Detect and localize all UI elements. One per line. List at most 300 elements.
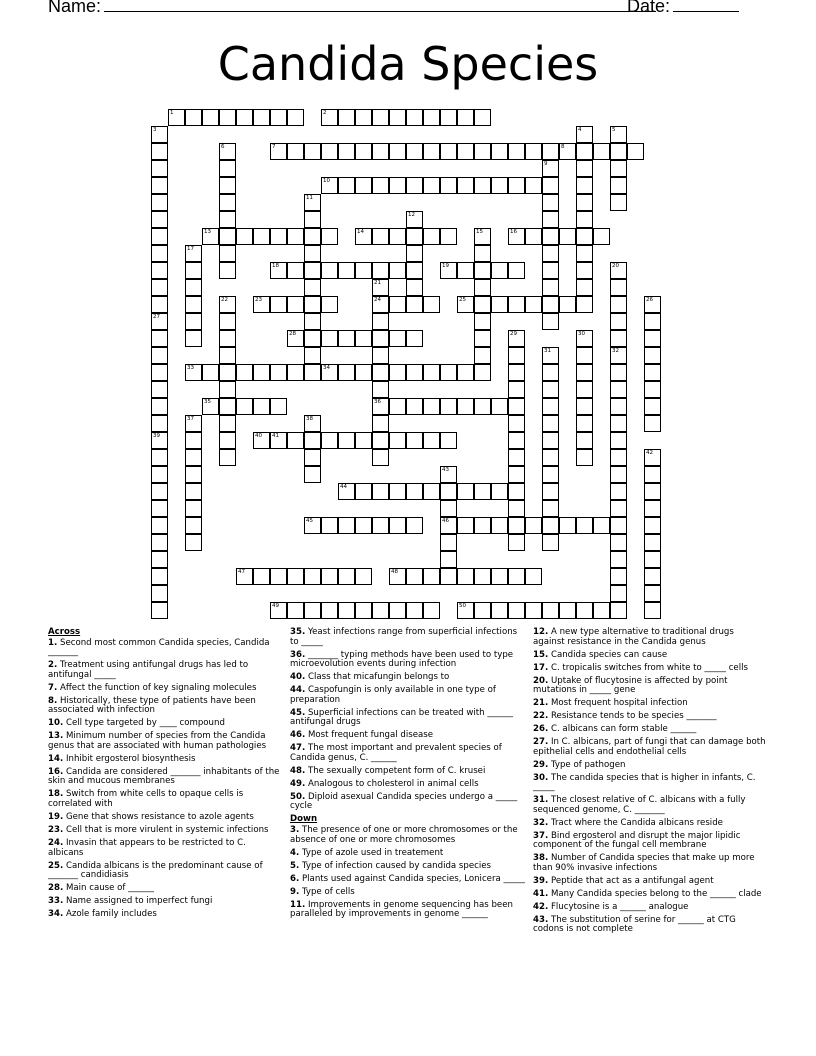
grid-cell[interactable]: [270, 398, 287, 415]
grid-cell[interactable]: [338, 177, 355, 194]
grid-cell[interactable]: [236, 568, 253, 585]
grid-cell[interactable]: [542, 602, 559, 619]
grid-cell[interactable]: [219, 296, 236, 313]
grid-cell[interactable]: [219, 330, 236, 347]
grid-cell[interactable]: [508, 143, 525, 160]
grid-cell[interactable]: [508, 500, 525, 517]
grid-cell[interactable]: [185, 245, 202, 262]
grid-cell[interactable]: [372, 347, 389, 364]
grid-cell[interactable]: [406, 398, 423, 415]
grid-cell[interactable]: [644, 602, 661, 619]
grid-cell[interactable]: [321, 109, 338, 126]
grid-cell[interactable]: [304, 602, 321, 619]
grid-cell[interactable]: [406, 262, 423, 279]
grid-cell[interactable]: [406, 517, 423, 534]
grid-cell[interactable]: [610, 466, 627, 483]
grid-cell[interactable]: [542, 262, 559, 279]
grid-cell[interactable]: [151, 449, 168, 466]
grid-cell[interactable]: [406, 602, 423, 619]
grid-cell[interactable]: [457, 143, 474, 160]
grid-cell[interactable]: [508, 364, 525, 381]
grid-cell[interactable]: [406, 245, 423, 262]
grid-cell[interactable]: [372, 228, 389, 245]
grid-cell[interactable]: [610, 483, 627, 500]
grid-cell[interactable]: [185, 330, 202, 347]
grid-cell[interactable]: [440, 109, 457, 126]
grid-cell[interactable]: [389, 517, 406, 534]
grid-cell[interactable]: [151, 585, 168, 602]
grid-cell[interactable]: [610, 398, 627, 415]
grid-cell[interactable]: [151, 160, 168, 177]
grid-cell[interactable]: [287, 330, 304, 347]
grid-cell[interactable]: [423, 398, 440, 415]
grid-cell[interactable]: [610, 449, 627, 466]
grid-cell[interactable]: [372, 296, 389, 313]
grid-cell[interactable]: [542, 160, 559, 177]
grid-cell[interactable]: [440, 568, 457, 585]
grid-cell[interactable]: [610, 279, 627, 296]
grid-cell[interactable]: [151, 262, 168, 279]
grid-cell[interactable]: [253, 228, 270, 245]
grid-cell[interactable]: [474, 347, 491, 364]
grid-cell[interactable]: [542, 194, 559, 211]
grid-cell[interactable]: [219, 211, 236, 228]
grid-cell[interactable]: [185, 449, 202, 466]
grid-cell[interactable]: [151, 534, 168, 551]
grid-cell[interactable]: [406, 432, 423, 449]
grid-cell[interactable]: [576, 126, 593, 143]
grid-cell[interactable]: [168, 109, 185, 126]
grid-cell[interactable]: [576, 245, 593, 262]
grid-cell[interactable]: [151, 364, 168, 381]
grid-cell[interactable]: [219, 262, 236, 279]
grid-cell[interactable]: [151, 466, 168, 483]
grid-cell[interactable]: [610, 432, 627, 449]
grid-cell[interactable]: [219, 143, 236, 160]
grid-cell[interactable]: [508, 228, 525, 245]
grid-cell[interactable]: [491, 568, 508, 585]
grid-cell[interactable]: [593, 517, 610, 534]
grid-cell[interactable]: [559, 296, 576, 313]
grid-cell[interactable]: [644, 415, 661, 432]
grid-cell[interactable]: [644, 449, 661, 466]
grid-cell[interactable]: [542, 143, 559, 160]
grid-cell[interactable]: [474, 245, 491, 262]
grid-cell[interactable]: [542, 466, 559, 483]
grid-cell[interactable]: [406, 568, 423, 585]
grid-cell[interactable]: [474, 517, 491, 534]
grid-cell[interactable]: [321, 262, 338, 279]
grid-cell[interactable]: [644, 364, 661, 381]
grid-cell[interactable]: [440, 517, 457, 534]
grid-cell[interactable]: [474, 602, 491, 619]
grid-cell[interactable]: [644, 517, 661, 534]
grid-cell[interactable]: [423, 364, 440, 381]
grid-cell[interactable]: [525, 517, 542, 534]
grid-cell[interactable]: [457, 109, 474, 126]
grid-cell[interactable]: [185, 466, 202, 483]
grid-cell[interactable]: [372, 449, 389, 466]
grid-cell[interactable]: [151, 398, 168, 415]
grid-cell[interactable]: [440, 398, 457, 415]
grid-cell[interactable]: [389, 177, 406, 194]
grid-cell[interactable]: [304, 466, 321, 483]
grid-cell[interactable]: [338, 602, 355, 619]
grid-cell[interactable]: [151, 551, 168, 568]
grid-cell[interactable]: [219, 449, 236, 466]
grid-cell[interactable]: [372, 143, 389, 160]
grid-cell[interactable]: [542, 415, 559, 432]
grid-cell[interactable]: [151, 432, 168, 449]
grid-cell[interactable]: [610, 347, 627, 364]
grid-cell[interactable]: [372, 432, 389, 449]
grid-cell[interactable]: [219, 160, 236, 177]
grid-cell[interactable]: [321, 517, 338, 534]
grid-cell[interactable]: [304, 211, 321, 228]
grid-cell[interactable]: [474, 364, 491, 381]
grid-cell[interactable]: [151, 415, 168, 432]
grid-cell[interactable]: [491, 262, 508, 279]
grid-cell[interactable]: [440, 262, 457, 279]
grid-cell[interactable]: [372, 415, 389, 432]
grid-cell[interactable]: [542, 449, 559, 466]
grid-cell[interactable]: [151, 211, 168, 228]
grid-cell[interactable]: [321, 602, 338, 619]
grid-cell[interactable]: [610, 381, 627, 398]
grid-cell[interactable]: [576, 160, 593, 177]
grid-cell[interactable]: [338, 262, 355, 279]
grid-cell[interactable]: [321, 364, 338, 381]
grid-cell[interactable]: [151, 602, 168, 619]
grid-cell[interactable]: [389, 483, 406, 500]
grid-cell[interactable]: [304, 364, 321, 381]
grid-cell[interactable]: [423, 483, 440, 500]
grid-cell[interactable]: [576, 364, 593, 381]
grid-cell[interactable]: [542, 483, 559, 500]
grid-cell[interactable]: [644, 551, 661, 568]
grid-cell[interactable]: [389, 330, 406, 347]
grid-cell[interactable]: [355, 602, 372, 619]
grid-cell[interactable]: [355, 109, 372, 126]
grid-cell[interactable]: [304, 517, 321, 534]
grid-cell[interactable]: [491, 517, 508, 534]
grid-cell[interactable]: [321, 568, 338, 585]
grid-cell[interactable]: [270, 296, 287, 313]
grid-cell[interactable]: [644, 466, 661, 483]
grid-cell[interactable]: [508, 296, 525, 313]
grid-cell[interactable]: [406, 143, 423, 160]
grid-cell[interactable]: [525, 228, 542, 245]
grid-cell[interactable]: [338, 109, 355, 126]
grid-cell[interactable]: [576, 177, 593, 194]
grid-cell[interactable]: [542, 534, 559, 551]
grid-cell[interactable]: [593, 143, 610, 160]
grid-cell[interactable]: [474, 109, 491, 126]
grid-cell[interactable]: [610, 364, 627, 381]
grid-cell[interactable]: [355, 432, 372, 449]
grid-cell[interactable]: [355, 364, 372, 381]
grid-cell[interactable]: [372, 330, 389, 347]
grid-cell[interactable]: [457, 398, 474, 415]
grid-cell[interactable]: [508, 398, 525, 415]
grid-cell[interactable]: [406, 211, 423, 228]
grid-cell[interactable]: [644, 347, 661, 364]
grid-cell[interactable]: [219, 432, 236, 449]
grid-cell[interactable]: [185, 279, 202, 296]
grid-cell[interactable]: [491, 483, 508, 500]
grid-cell[interactable]: [321, 432, 338, 449]
grid-cell[interactable]: [627, 143, 644, 160]
grid-cell[interactable]: [338, 483, 355, 500]
grid-cell[interactable]: [593, 602, 610, 619]
grid-cell[interactable]: [610, 194, 627, 211]
grid-cell[interactable]: [542, 296, 559, 313]
grid-cell[interactable]: [576, 449, 593, 466]
grid-cell[interactable]: [457, 364, 474, 381]
grid-cell[interactable]: [508, 415, 525, 432]
grid-cell[interactable]: [219, 177, 236, 194]
grid-cell[interactable]: [355, 517, 372, 534]
grid-cell[interactable]: [372, 364, 389, 381]
grid-cell[interactable]: [270, 432, 287, 449]
grid-cell[interactable]: [338, 364, 355, 381]
grid-cell[interactable]: [304, 296, 321, 313]
grid-cell[interactable]: [219, 194, 236, 211]
grid-cell[interactable]: [576, 296, 593, 313]
grid-cell[interactable]: [644, 568, 661, 585]
grid-cell[interactable]: [185, 534, 202, 551]
grid-cell[interactable]: [389, 228, 406, 245]
grid-cell[interactable]: [610, 143, 627, 160]
grid-cell[interactable]: [151, 313, 168, 330]
grid-cell[interactable]: [406, 279, 423, 296]
grid-cell[interactable]: [423, 177, 440, 194]
grid-cell[interactable]: [372, 313, 389, 330]
grid-cell[interactable]: [287, 296, 304, 313]
grid-cell[interactable]: [457, 517, 474, 534]
grid-cell[interactable]: [610, 262, 627, 279]
grid-cell[interactable]: [185, 415, 202, 432]
grid-cell[interactable]: [474, 296, 491, 313]
grid-cell[interactable]: [304, 313, 321, 330]
grid-cell[interactable]: [576, 211, 593, 228]
grid-cell[interactable]: [321, 228, 338, 245]
grid-cell[interactable]: [508, 517, 525, 534]
grid-cell[interactable]: [576, 381, 593, 398]
grid-cell[interactable]: [270, 568, 287, 585]
grid-cell[interactable]: [576, 432, 593, 449]
grid-cell[interactable]: [508, 177, 525, 194]
date-field[interactable]: [673, 11, 739, 12]
grid-cell[interactable]: [440, 466, 457, 483]
grid-cell[interactable]: [202, 109, 219, 126]
grid-cell[interactable]: [457, 262, 474, 279]
grid-cell[interactable]: [525, 602, 542, 619]
grid-cell[interactable]: [440, 534, 457, 551]
grid-cell[interactable]: [474, 143, 491, 160]
grid-cell[interactable]: [304, 143, 321, 160]
grid-cell[interactable]: [508, 534, 525, 551]
grid-cell[interactable]: [508, 483, 525, 500]
grid-cell[interactable]: [372, 279, 389, 296]
grid-cell[interactable]: [406, 177, 423, 194]
grid-cell[interactable]: [474, 313, 491, 330]
grid-cell[interactable]: [185, 313, 202, 330]
grid-cell[interactable]: [644, 585, 661, 602]
grid-cell[interactable]: [610, 313, 627, 330]
grid-cell[interactable]: [151, 517, 168, 534]
grid-cell[interactable]: [440, 483, 457, 500]
grid-cell[interactable]: [151, 296, 168, 313]
grid-cell[interactable]: [304, 347, 321, 364]
grid-cell[interactable]: [185, 109, 202, 126]
grid-cell[interactable]: [644, 500, 661, 517]
grid-cell[interactable]: [576, 398, 593, 415]
grid-cell[interactable]: [542, 347, 559, 364]
grid-cell[interactable]: [389, 109, 406, 126]
grid-cell[interactable]: [457, 602, 474, 619]
grid-cell[interactable]: [219, 381, 236, 398]
grid-cell[interactable]: [185, 296, 202, 313]
grid-cell[interactable]: [576, 415, 593, 432]
grid-cell[interactable]: [542, 364, 559, 381]
grid-cell[interactable]: [576, 330, 593, 347]
grid-cell[interactable]: [406, 228, 423, 245]
grid-cell[interactable]: [321, 177, 338, 194]
grid-cell[interactable]: [202, 398, 219, 415]
grid-cell[interactable]: [508, 381, 525, 398]
grid-cell[interactable]: [423, 568, 440, 585]
grid-cell[interactable]: [576, 279, 593, 296]
grid-cell[interactable]: [287, 602, 304, 619]
grid-cell[interactable]: [287, 109, 304, 126]
grid-cell[interactable]: [236, 109, 253, 126]
grid-cell[interactable]: [219, 415, 236, 432]
grid-cell[interactable]: [440, 177, 457, 194]
grid-cell[interactable]: [474, 330, 491, 347]
grid-cell[interactable]: [576, 347, 593, 364]
grid-cell[interactable]: [610, 551, 627, 568]
grid-cell[interactable]: [525, 177, 542, 194]
grid-cell[interactable]: [474, 262, 491, 279]
grid-cell[interactable]: [219, 245, 236, 262]
grid-cell[interactable]: [338, 568, 355, 585]
grid-cell[interactable]: [304, 262, 321, 279]
grid-cell[interactable]: [423, 602, 440, 619]
grid-cell[interactable]: [610, 160, 627, 177]
grid-cell[interactable]: [644, 534, 661, 551]
grid-cell[interactable]: [185, 262, 202, 279]
grid-cell[interactable]: [185, 483, 202, 500]
grid-cell[interactable]: [253, 296, 270, 313]
grid-cell[interactable]: [542, 177, 559, 194]
grid-cell[interactable]: [219, 398, 236, 415]
grid-cell[interactable]: [151, 194, 168, 211]
grid-cell[interactable]: [202, 228, 219, 245]
grid-cell[interactable]: [542, 517, 559, 534]
grid-cell[interactable]: [542, 500, 559, 517]
grid-cell[interactable]: [644, 296, 661, 313]
grid-cell[interactable]: [474, 568, 491, 585]
grid-cell[interactable]: [525, 296, 542, 313]
grid-cell[interactable]: [440, 500, 457, 517]
grid-cell[interactable]: [542, 228, 559, 245]
grid-cell[interactable]: [304, 415, 321, 432]
grid-cell[interactable]: [287, 568, 304, 585]
grid-cell[interactable]: [389, 602, 406, 619]
grid-cell[interactable]: [576, 262, 593, 279]
grid-cell[interactable]: [610, 568, 627, 585]
grid-cell[interactable]: [525, 143, 542, 160]
grid-cell[interactable]: [338, 432, 355, 449]
grid-cell[interactable]: [151, 279, 168, 296]
grid-cell[interactable]: [610, 330, 627, 347]
grid-cell[interactable]: [151, 500, 168, 517]
grid-cell[interactable]: [542, 211, 559, 228]
grid-cell[interactable]: [389, 364, 406, 381]
grid-cell[interactable]: [440, 228, 457, 245]
grid-cell[interactable]: [253, 398, 270, 415]
grid-cell[interactable]: [423, 296, 440, 313]
grid-cell[interactable]: [372, 517, 389, 534]
grid-cell[interactable]: [219, 228, 236, 245]
grid-cell[interactable]: [644, 398, 661, 415]
grid-cell[interactable]: [372, 177, 389, 194]
grid-cell[interactable]: [593, 228, 610, 245]
grid-cell[interactable]: [508, 449, 525, 466]
grid-cell[interactable]: [355, 228, 372, 245]
grid-cell[interactable]: [610, 415, 627, 432]
grid-cell[interactable]: [457, 483, 474, 500]
grid-cell[interactable]: [321, 143, 338, 160]
grid-cell[interactable]: [406, 364, 423, 381]
grid-cell[interactable]: [508, 432, 525, 449]
grid-cell[interactable]: [610, 602, 627, 619]
grid-cell[interactable]: [389, 296, 406, 313]
grid-cell[interactable]: [491, 177, 508, 194]
grid-cell[interactable]: [185, 432, 202, 449]
grid-cell[interactable]: [304, 330, 321, 347]
grid-cell[interactable]: [151, 330, 168, 347]
grid-cell[interactable]: [508, 602, 525, 619]
grid-cell[interactable]: [542, 398, 559, 415]
grid-cell[interactable]: [321, 296, 338, 313]
grid-cell[interactable]: [542, 381, 559, 398]
grid-cell[interactable]: [457, 296, 474, 313]
grid-cell[interactable]: [440, 551, 457, 568]
grid-cell[interactable]: [542, 245, 559, 262]
grid-cell[interactable]: [185, 500, 202, 517]
grid-cell[interactable]: [304, 449, 321, 466]
grid-cell[interactable]: [474, 228, 491, 245]
grid-cell[interactable]: [185, 364, 202, 381]
grid-cell[interactable]: [304, 245, 321, 262]
grid-cell[interactable]: [321, 330, 338, 347]
grid-cell[interactable]: [440, 364, 457, 381]
grid-cell[interactable]: [185, 517, 202, 534]
grid-cell[interactable]: [440, 143, 457, 160]
grid-cell[interactable]: [423, 143, 440, 160]
grid-cell[interactable]: [576, 228, 593, 245]
grid-cell[interactable]: [610, 500, 627, 517]
grid-cell[interactable]: [372, 109, 389, 126]
grid-cell[interactable]: [610, 517, 627, 534]
grid-cell[interactable]: [508, 330, 525, 347]
grid-cell[interactable]: [542, 279, 559, 296]
grid-cell[interactable]: [355, 177, 372, 194]
grid-cell[interactable]: [270, 228, 287, 245]
grid-cell[interactable]: [644, 330, 661, 347]
